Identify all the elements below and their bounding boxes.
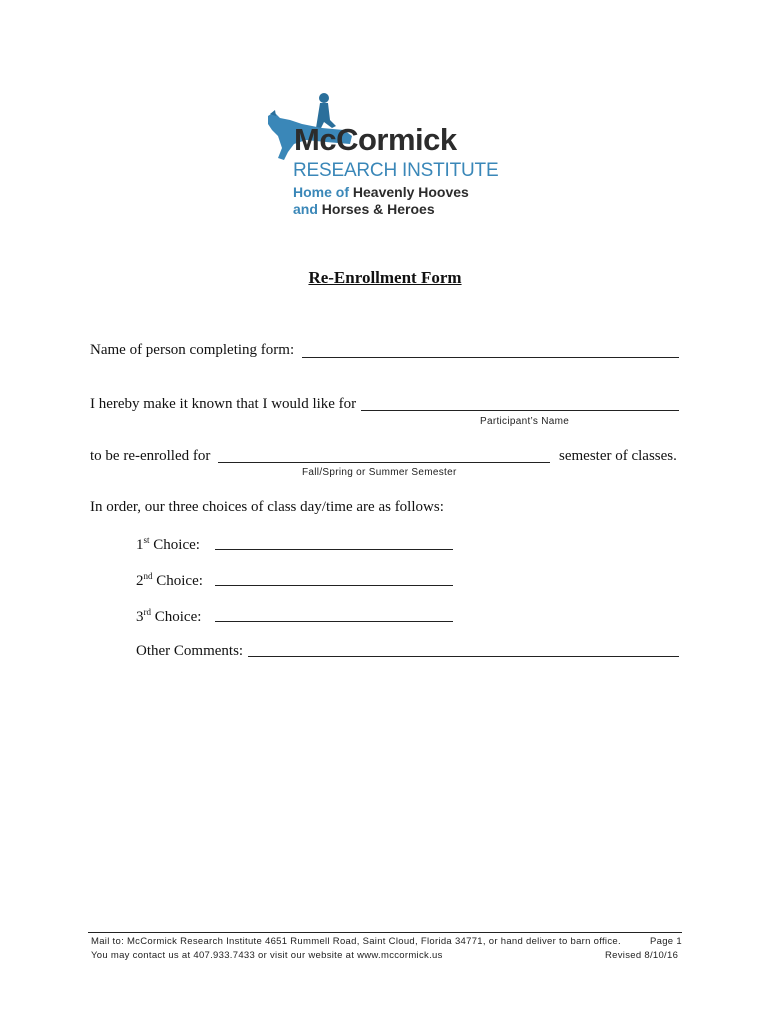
footer-revised: Revised 8/10/16 [605,950,679,961]
mccormick-logo [266,90,502,216]
choice-3-field[interactable] [215,621,453,622]
comments-label: Other Comments: [136,643,244,659]
footer-page: Page 1 [650,936,682,947]
logo-subtitle: RESEARCH INSTITUTE [293,160,499,181]
participant-name-field[interactable] [361,410,679,411]
reenroll-label: to be re-enrolled for [90,448,211,464]
choice-3-label: 3rd Choice: [136,607,202,625]
footer-contact: You may contact us at 407.933.7433 or visit our website at www.mccormick.us [91,950,443,961]
choice-1-field[interactable] [215,549,453,550]
comments-field[interactable] [248,656,679,657]
semester-field[interactable] [218,462,550,463]
semester-caption: Fall/Spring or Summer Semester [302,467,457,478]
name-field[interactable] [302,357,679,358]
choices-intro: In order, our three choices of class day/time are as follows: [90,499,444,515]
logo-wordmark: McCormick [294,122,457,157]
participant-caption: Participant’s Name [480,416,570,427]
choice-2-label: 2nd Choice: [136,571,203,589]
form-title: Re-Enrollment Form [308,268,462,287]
logo-tagline-2: and Horses & Heroes [293,201,435,217]
footer-divider [88,932,682,933]
footer-mail: Mail to: McCormick Research Institute 4651 Rummell Road, Saint Cloud, Florida 34771, or hand deliver to barn office. [91,936,621,947]
hereby-label: I hereby make it known that I would like for [90,396,357,412]
choice-1-label: 1st Choice: [136,535,200,553]
logo-tagline-1: Home of Heavenly Hooves [293,184,469,200]
choice-2-field[interactable] [215,585,453,586]
semester-suffix: semester of classes. [559,448,677,464]
name-label: Name of person completing form: [90,342,295,358]
